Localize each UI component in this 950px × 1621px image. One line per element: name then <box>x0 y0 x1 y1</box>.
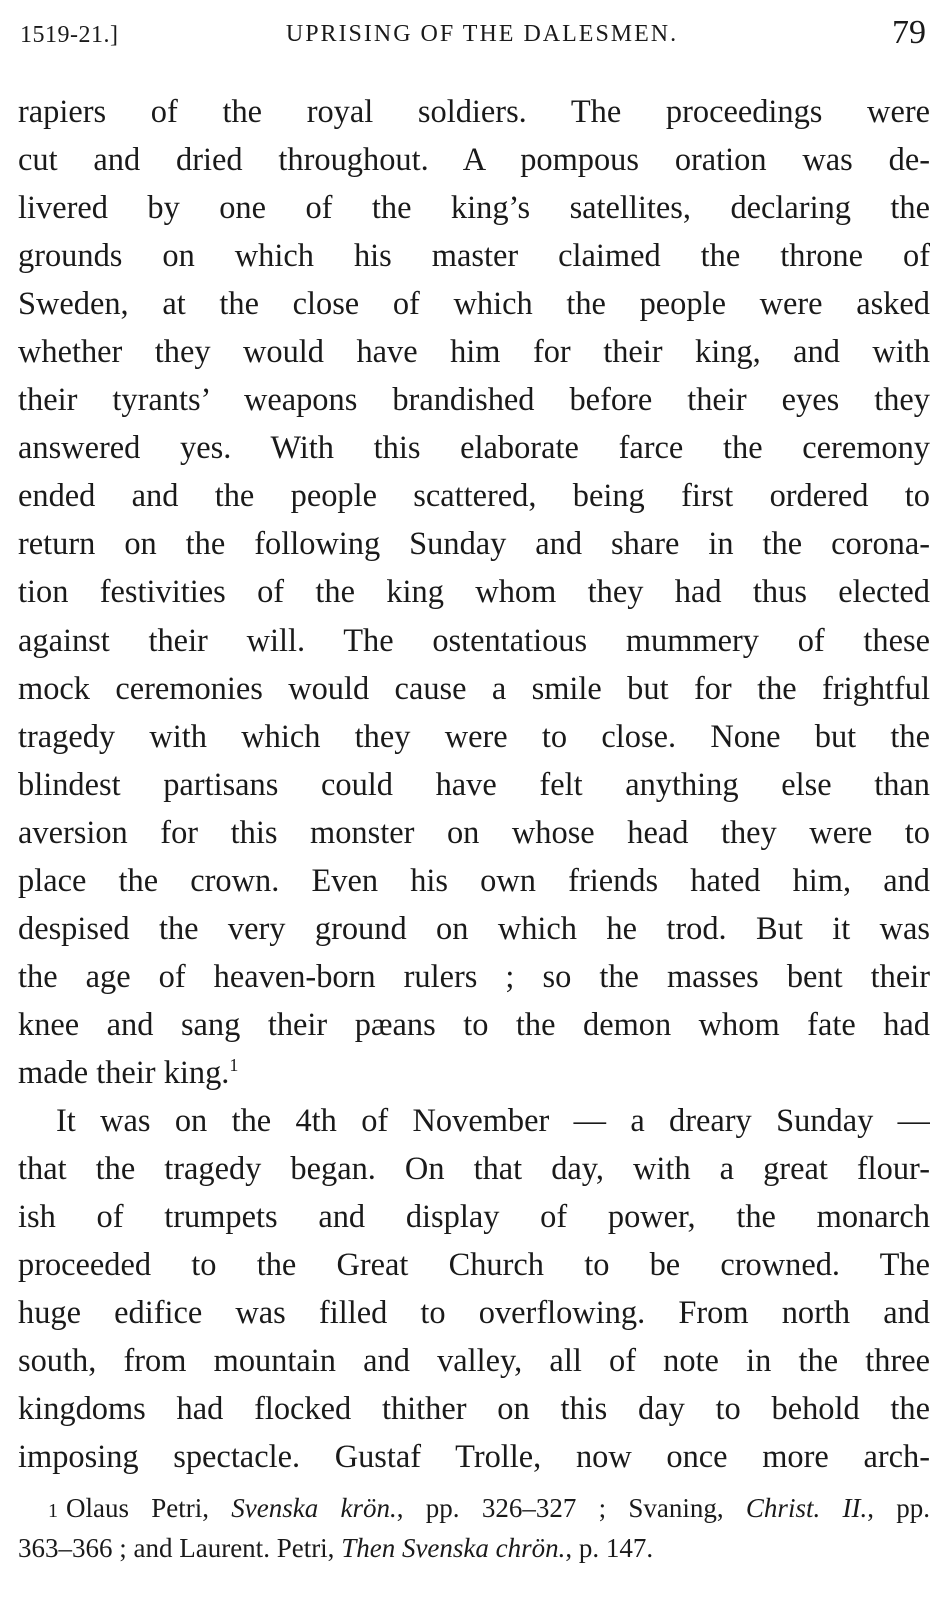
footnote-text: , p. 147. <box>565 1533 654 1563</box>
footnote-citation-title: Then Svenska chrön. <box>341 1533 566 1563</box>
footnote-line <box>18 1528 930 1568</box>
text-line: despised the very ground on which he trod. But it was <box>18 910 930 947</box>
text-line: grounds on which his master claimed the throne of <box>18 238 930 275</box>
text-line: the age of heaven-born rulers ; so the masses bent their <box>18 958 930 995</box>
text-line: ish of trumpets and display of power, the monarch <box>18 1199 930 1236</box>
text-line: return on the following Sunday and share in the corona- <box>18 526 930 563</box>
text-line: proceeded to the Great Church to be crowned. The <box>18 1247 930 1284</box>
paragraph-start-line: It was on the 4th of November — a dreary Sunday — <box>56 1102 930 1139</box>
footnotes <box>18 1488 930 1568</box>
text-line: made their king. <box>18 1054 230 1091</box>
footnote-text: , pp. <box>867 1493 930 1523</box>
text-line: huge edifice was filled to overflowing. From north and <box>18 1295 930 1332</box>
text-line: their tyrants’ weapons brandished before their eyes they <box>18 382 930 419</box>
text-line: rapiers of the royal soldiers. The proceedings were <box>18 94 930 130</box>
text-line: blindest partisans could have felt anything else than <box>18 766 930 803</box>
text-line: tragedy with which they were to close. None but the <box>18 718 930 755</box>
text-line: livered by one of the king’s satellites, declaring the <box>18 190 930 227</box>
footnote-citation-title: Christ. II. <box>745 1493 868 1523</box>
text-line: Sweden, at the close of which the people were asked <box>18 286 930 323</box>
text-line: tion festivities of the king whom they had thus elected <box>18 574 930 611</box>
text-line: mock ceremonies would cause a smile but for the frightful <box>18 670 930 707</box>
footnote-text: , pp. 326–327 ; Svaning, <box>396 1493 746 1523</box>
text-line: against their will. The ostentatious mummery of these <box>18 622 930 659</box>
footnote-text: 363–366 ; and Laurent. Petri, <box>18 1533 342 1563</box>
header-date-range: 1519-21.] <box>20 22 119 48</box>
text-line: knee and sang their pæans to the demon whom fate had <box>18 1006 930 1043</box>
footnote-text: Olaus Petri, <box>66 1493 232 1523</box>
text-line: answered yes. With this elaborate farce the ceremony <box>18 430 930 467</box>
page-title: UPRISING OF THE DALESMEN. <box>285 21 679 47</box>
text-line: that the tragedy began. On that day, with a great flour- <box>18 1151 930 1188</box>
text-line: aversion for this monster on whose head they were to <box>18 814 930 851</box>
footnote-marker: 1 <box>48 1500 58 1522</box>
footnote-reference[interactable]: 1 <box>229 1055 239 1076</box>
text-line: whether they would have him for their king, and with <box>18 334 930 371</box>
text-line: cut and dried throughout. A pompous oration was de- <box>18 142 930 179</box>
footnote-line <box>18 1488 930 1528</box>
text-line: kingdoms had flocked thither on this day to behold the <box>18 1391 930 1428</box>
text-line: imposing spectacle. Gustaf Trolle, now once more arch- <box>18 1439 930 1476</box>
page-number: 79 <box>892 14 926 51</box>
text-line: place the crown. Even his own friends hated him, and <box>18 862 930 899</box>
running-header <box>20 12 930 52</box>
paragraph-end-line <box>18 1049 930 1097</box>
footnote-citation-title: Svenska krön. <box>231 1493 397 1523</box>
body-text <box>18 88 930 1481</box>
text-line: south, from mountain and valley, all of note in the three <box>18 1343 930 1380</box>
text-line: ended and the people scattered, being first ordered to <box>18 478 930 515</box>
